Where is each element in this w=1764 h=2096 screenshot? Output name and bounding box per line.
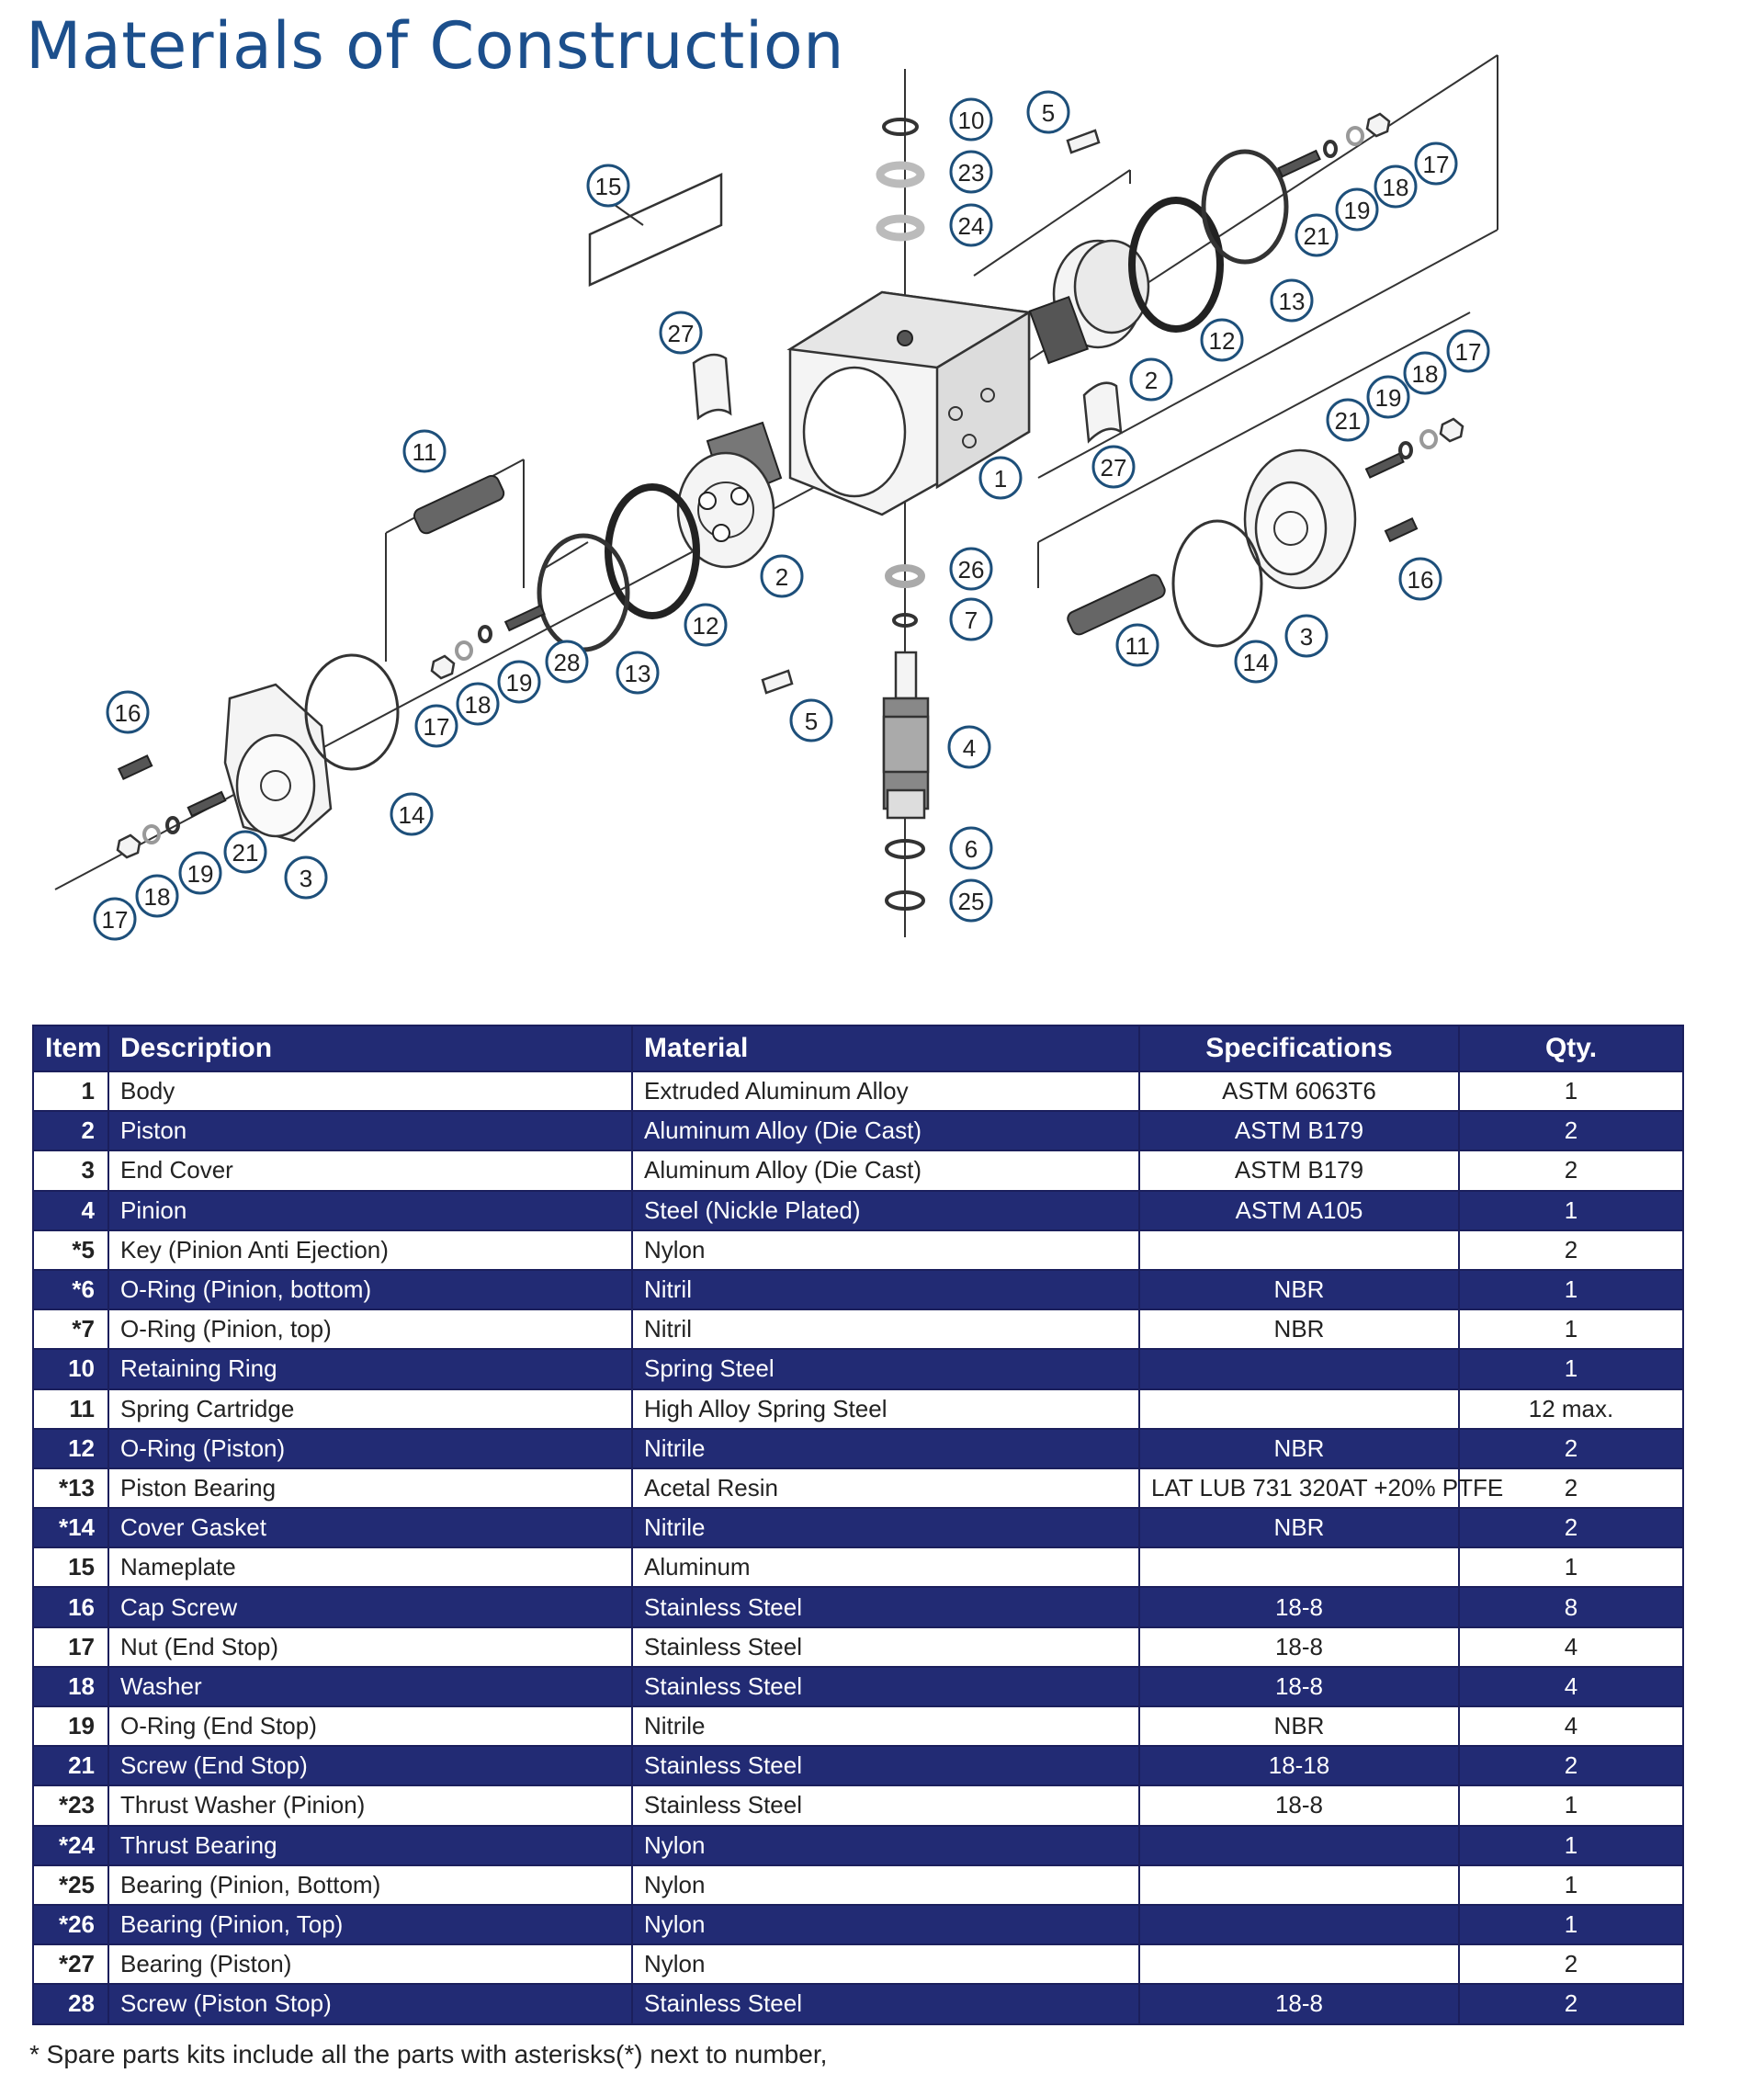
cell-qty: 2	[1459, 1230, 1683, 1270]
cell-material: Nylon	[632, 1905, 1139, 1944]
cell-material: Nitrile	[632, 1706, 1139, 1746]
callout-19	[1337, 189, 1377, 230]
callout-label: 5	[1041, 99, 1056, 127]
cell-item: *7	[33, 1309, 108, 1349]
cell-material: Aluminum Alloy (Die Cast)	[632, 1111, 1139, 1150]
cell-material: Stainless Steel	[632, 1984, 1139, 2023]
callout-label: 19	[1343, 197, 1371, 224]
cell-specifications: NBR	[1139, 1270, 1459, 1309]
cell-material: Stainless Steel	[632, 1667, 1139, 1706]
cell-description: Pinion	[108, 1191, 632, 1230]
cell-qty: 1	[1459, 1071, 1683, 1111]
callout-label: 2	[1144, 367, 1159, 394]
cell-material: Nylon	[632, 1865, 1139, 1905]
footnote: * Spare parts kits include all the parts with asterisks(*) next to number,	[29, 2040, 828, 2068]
callout-label: 11	[412, 438, 437, 466]
cell-specifications	[1139, 1547, 1459, 1587]
cell-material: Stainless Steel	[632, 1746, 1139, 1785]
callout-17	[1448, 331, 1488, 371]
callout-13	[1272, 280, 1312, 321]
cell-material: Steel (Nickle Plated)	[632, 1191, 1139, 1230]
callout-label: 12	[692, 612, 719, 640]
callout-label: 3	[299, 865, 313, 892]
table-row	[33, 1785, 1683, 1825]
cell-description: Washer	[108, 1667, 632, 1706]
callout-label: 18	[464, 691, 492, 719]
cell-specifications: NBR	[1139, 1706, 1459, 1746]
callout-26	[951, 549, 991, 589]
cell-specifications: 18-8	[1139, 1667, 1459, 1706]
callout-14	[391, 794, 432, 834]
cell-item: 10	[33, 1349, 108, 1388]
cell-specifications: ASTM A105	[1139, 1191, 1459, 1230]
cell-qty: 2	[1459, 1746, 1683, 1785]
callout-18	[1405, 353, 1445, 393]
cell-qty: 2	[1459, 1468, 1683, 1508]
thrust-washer-shape	[880, 165, 921, 184]
cell-material: Nitrile	[632, 1508, 1139, 1547]
key-top-shape	[1068, 130, 1099, 153]
callout-label: 28	[553, 649, 581, 676]
cell-specifications	[1139, 1944, 1459, 1984]
cell-qty: 2	[1459, 1984, 1683, 2023]
callout-label: 2	[775, 563, 789, 591]
cell-description: Nut (End Stop)	[108, 1627, 632, 1667]
callout-12	[685, 605, 726, 645]
cell-material: Nylon	[632, 1230, 1139, 1270]
cell-description: Nameplate	[108, 1547, 632, 1587]
cell-description: End Cover	[108, 1150, 632, 1190]
cell-material: Stainless Steel	[632, 1587, 1139, 1626]
table-row	[33, 1508, 1683, 1547]
cell-qty: 1	[1459, 1270, 1683, 1309]
callout-label: 19	[187, 860, 214, 888]
retaining-ring-shape	[884, 119, 917, 134]
callout-17	[95, 899, 135, 939]
callout-25	[951, 880, 991, 921]
materials-table	[32, 1025, 1684, 2025]
cell-material: Aluminum	[632, 1547, 1139, 1587]
callout-label: 5	[804, 708, 819, 735]
callout-label: 26	[957, 556, 985, 583]
callout-15	[588, 165, 628, 206]
cell-specifications: 18-8	[1139, 1587, 1459, 1626]
cell-material: Nylon	[632, 1826, 1139, 1865]
cell-qty: 1	[1459, 1191, 1683, 1230]
cell-item: 12	[33, 1429, 108, 1468]
callout-16	[1400, 559, 1441, 599]
header-item: Item	[33, 1025, 108, 1071]
cover-gasket-right-shape	[1173, 521, 1261, 646]
callout-6	[951, 828, 991, 868]
callout-27	[1093, 447, 1134, 487]
cell-qty: 4	[1459, 1706, 1683, 1746]
cell-item: *6	[33, 1270, 108, 1309]
cell-item: 18	[33, 1667, 108, 1706]
callout-10	[951, 99, 991, 140]
cell-description: O-Ring (Pinion, bottom)	[108, 1270, 632, 1309]
table-row	[33, 1309, 1683, 1349]
callout-label: 3	[1299, 623, 1314, 651]
cell-item: 15	[33, 1547, 108, 1587]
cell-description: O-Ring (Piston)	[108, 1429, 632, 1468]
piston-bearing-27-right	[1084, 383, 1121, 441]
cell-specifications	[1139, 1349, 1459, 1388]
callout-19	[499, 662, 539, 702]
cell-material: Nitril	[632, 1270, 1139, 1309]
cell-description: O-Ring (Pinion, top)	[108, 1309, 632, 1349]
cell-material: Nylon	[632, 1944, 1139, 1984]
callout-label: 18	[1411, 360, 1439, 388]
callout-label: 19	[505, 669, 533, 697]
cell-material: Stainless Steel	[632, 1785, 1139, 1825]
cell-qty: 2	[1459, 1111, 1683, 1150]
cell-description: Cover Gasket	[108, 1508, 632, 1547]
callout-label: 1	[993, 465, 1008, 493]
cell-qty: 2	[1459, 1429, 1683, 1468]
callout-label: 17	[423, 713, 450, 741]
spring-right-shape	[1066, 572, 1168, 637]
callout-17	[416, 706, 457, 746]
spring-left-shape	[412, 473, 505, 536]
callout-27	[661, 312, 701, 353]
cell-item: *14	[33, 1508, 108, 1547]
table-row	[33, 1587, 1683, 1626]
callout-7	[951, 599, 991, 640]
callout-18	[458, 684, 498, 724]
callout-label: 4	[962, 734, 977, 762]
cell-material: Nitril	[632, 1309, 1139, 1349]
callout-18	[1375, 166, 1416, 207]
cell-specifications	[1139, 1389, 1459, 1429]
thrust-bearing-shape	[880, 219, 921, 237]
cell-description: Screw (Piston Stop)	[108, 1984, 632, 2023]
cell-description: Body	[108, 1071, 632, 1111]
cell-specifications: LAT LUB 731 320AT +20% PTFE	[1139, 1468, 1459, 1508]
table-row	[33, 1468, 1683, 1508]
o-ring-left-shape	[608, 487, 696, 616]
callout-2	[1131, 359, 1171, 400]
cell-item: 21	[33, 1746, 108, 1785]
cell-material: Acetal Resin	[632, 1468, 1139, 1508]
cell-description: Bearing (Pinion, Top)	[108, 1905, 632, 1944]
table-row	[33, 1071, 1683, 1111]
callout-label: 18	[1382, 174, 1409, 201]
table-row	[33, 1826, 1683, 1865]
callout-16	[107, 692, 148, 732]
cell-specifications: 18-8	[1139, 1984, 1459, 2023]
callout-17	[1416, 143, 1456, 184]
piston-bearing-27-left	[694, 355, 730, 418]
cell-material: Extruded Aluminum Alloy	[632, 1071, 1139, 1111]
table-row	[33, 1984, 1683, 2023]
table-header-row	[33, 1025, 1683, 1071]
cell-specifications	[1139, 1826, 1459, 1865]
table-row	[33, 1349, 1683, 1388]
cell-item: 28	[33, 1984, 108, 2023]
table-row	[33, 1547, 1683, 1587]
cell-specifications	[1139, 1230, 1459, 1270]
table-row	[33, 1944, 1683, 1984]
table-row	[33, 1905, 1683, 1944]
callout-label: 10	[957, 107, 985, 134]
header-description: Description	[108, 1025, 632, 1071]
cell-material: Aluminum Alloy (Die Cast)	[632, 1150, 1139, 1190]
callout-1	[980, 458, 1021, 498]
table-row	[33, 1230, 1683, 1270]
table-row	[33, 1191, 1683, 1230]
table-row	[33, 1389, 1683, 1429]
callout-label: 17	[1422, 151, 1450, 178]
callout-21	[225, 832, 266, 872]
cell-specifications: 18-8	[1139, 1785, 1459, 1825]
callout-19	[1368, 377, 1408, 417]
callout-label: 23	[957, 159, 985, 187]
callout-14	[1236, 641, 1276, 682]
cell-item: 2	[33, 1111, 108, 1150]
table-row	[33, 1667, 1683, 1706]
cell-qty: 1	[1459, 1905, 1683, 1944]
callout-label: 24	[957, 212, 985, 240]
callout-label: 7	[964, 606, 978, 634]
callout-19	[180, 853, 220, 893]
screw-right-bottom-shape	[1366, 454, 1403, 478]
callout-label: 17	[1454, 338, 1482, 366]
key-bottom-shape	[763, 671, 792, 693]
screw-left-shape	[188, 792, 225, 816]
cell-qty: 2	[1459, 1944, 1683, 1984]
cell-specifications: ASTM B179	[1139, 1111, 1459, 1150]
table-row	[33, 1270, 1683, 1309]
callout-label: 13	[1278, 288, 1306, 315]
cell-item: 1	[33, 1071, 108, 1111]
callout-4	[949, 727, 989, 767]
cell-qty: 1	[1459, 1785, 1683, 1825]
cell-specifications	[1139, 1865, 1459, 1905]
cell-qty: 1	[1459, 1309, 1683, 1349]
cell-item: 11	[33, 1389, 108, 1429]
cell-item: *27	[33, 1944, 108, 1984]
cell-qty: 2	[1459, 1150, 1683, 1190]
callout-label: 21	[232, 839, 259, 867]
callout-11	[1117, 625, 1158, 665]
callout-label: 11	[1125, 632, 1150, 660]
cell-material: High Alloy Spring Steel	[632, 1389, 1139, 1429]
callout-13	[617, 652, 658, 693]
cell-item: *13	[33, 1468, 108, 1508]
cell-material: Stainless Steel	[632, 1627, 1139, 1667]
header-qty: Qty.	[1459, 1025, 1683, 1071]
materials-table-container	[32, 1025, 1682, 2025]
cell-item: *25	[33, 1865, 108, 1905]
page-title: Materials of Construction	[26, 8, 845, 84]
cell-qty: 12 max.	[1459, 1389, 1683, 1429]
callout-18	[137, 876, 177, 916]
cap-screw-right-shape	[1385, 518, 1417, 540]
cell-specifications: 18-18	[1139, 1746, 1459, 1785]
callout-label: 18	[143, 883, 171, 911]
callout-label: 16	[114, 699, 141, 727]
cell-description: Bearing (Pinion, Bottom)	[108, 1865, 632, 1905]
cell-item: 16	[33, 1587, 108, 1626]
cell-specifications	[1139, 1905, 1459, 1944]
cell-description: Key (Pinion Anti Ejection)	[108, 1230, 632, 1270]
cell-item: *5	[33, 1230, 108, 1270]
table-row	[33, 1865, 1683, 1905]
table-row	[33, 1746, 1683, 1785]
cap-screw-left-shape	[119, 755, 152, 778]
callout-label: 27	[667, 320, 695, 347]
cell-description: Retaining Ring	[108, 1349, 632, 1388]
table-row	[33, 1150, 1683, 1190]
callout-24	[951, 205, 991, 245]
callout-label: 17	[101, 906, 129, 934]
header-specifications: Specifications	[1139, 1025, 1459, 1071]
piston-bearing-right-shape	[1204, 152, 1286, 262]
callout-5	[1028, 92, 1069, 132]
cell-description: O-Ring (End Stop)	[108, 1706, 632, 1746]
callout-label: 25	[957, 888, 985, 915]
callout-label: 13	[624, 660, 651, 687]
callout-label: 16	[1407, 566, 1434, 594]
screw-right-top-shape	[1279, 151, 1320, 176]
cell-item: 4	[33, 1191, 108, 1230]
cell-description: Thrust Washer (Pinion)	[108, 1785, 632, 1825]
table-row	[33, 1111, 1683, 1150]
callout-label: 21	[1303, 222, 1330, 250]
callout-label: 19	[1374, 384, 1402, 412]
cell-description: Thrust Bearing	[108, 1826, 632, 1865]
callout-label: 27	[1100, 454, 1127, 482]
cell-material: Spring Steel	[632, 1349, 1139, 1388]
callout-3	[1286, 616, 1327, 656]
table-row	[33, 1706, 1683, 1746]
cell-specifications: 18-8	[1139, 1627, 1459, 1667]
callout-label: 21	[1334, 407, 1362, 435]
callout-12	[1202, 320, 1242, 360]
cell-material: Nitrile	[632, 1429, 1139, 1468]
cell-item: 17	[33, 1627, 108, 1667]
callout-5	[791, 700, 831, 741]
cell-description: Cap Screw	[108, 1587, 632, 1626]
callout-23	[951, 152, 991, 192]
cell-item: *26	[33, 1905, 108, 1944]
cell-item: *24	[33, 1826, 108, 1865]
cell-description: Bearing (Piston)	[108, 1944, 632, 1984]
callout-label: 14	[398, 801, 425, 829]
header-material: Material	[632, 1025, 1139, 1071]
callout-label: 12	[1208, 327, 1236, 355]
table-row	[33, 1627, 1683, 1667]
callout-21	[1296, 215, 1337, 255]
cell-item: 3	[33, 1150, 108, 1190]
cell-specifications: ASTM 6063T6	[1139, 1071, 1459, 1111]
callout-label: 14	[1242, 649, 1270, 676]
cell-qty: 2	[1459, 1508, 1683, 1547]
cell-item: 19	[33, 1706, 108, 1746]
cell-qty: 1	[1459, 1349, 1683, 1388]
cell-item: *23	[33, 1785, 108, 1825]
cell-qty: 1	[1459, 1547, 1683, 1587]
callout-3	[286, 857, 326, 898]
exploded-view-diagram	[0, 55, 1764, 974]
callout-2	[762, 556, 802, 596]
callout-21	[1328, 400, 1368, 440]
callout-28	[547, 641, 587, 682]
cell-qty: 1	[1459, 1865, 1683, 1905]
cover-gasket-left-shape	[306, 655, 398, 769]
table-body	[33, 1071, 1683, 2024]
cell-qty: 4	[1459, 1627, 1683, 1667]
cell-description: Screw (End Stop)	[108, 1746, 632, 1785]
cell-qty: 1	[1459, 1826, 1683, 1865]
pinion-shape	[884, 652, 928, 818]
callout-label: 15	[594, 173, 622, 200]
cell-specifications: NBR	[1139, 1508, 1459, 1547]
cell-qty: 4	[1459, 1667, 1683, 1706]
cell-description: Piston Bearing	[108, 1468, 632, 1508]
end-cover-left-shape	[225, 685, 331, 841]
cell-specifications: NBR	[1139, 1429, 1459, 1468]
cell-description: Spring Cartridge	[108, 1389, 632, 1429]
cell-description: Piston	[108, 1111, 632, 1150]
cell-specifications: NBR	[1139, 1309, 1459, 1349]
cell-specifications: ASTM B179	[1139, 1150, 1459, 1190]
callout-label: 6	[964, 835, 978, 863]
table-row	[33, 1429, 1683, 1468]
cell-qty: 8	[1459, 1587, 1683, 1626]
callout-11	[404, 431, 445, 471]
